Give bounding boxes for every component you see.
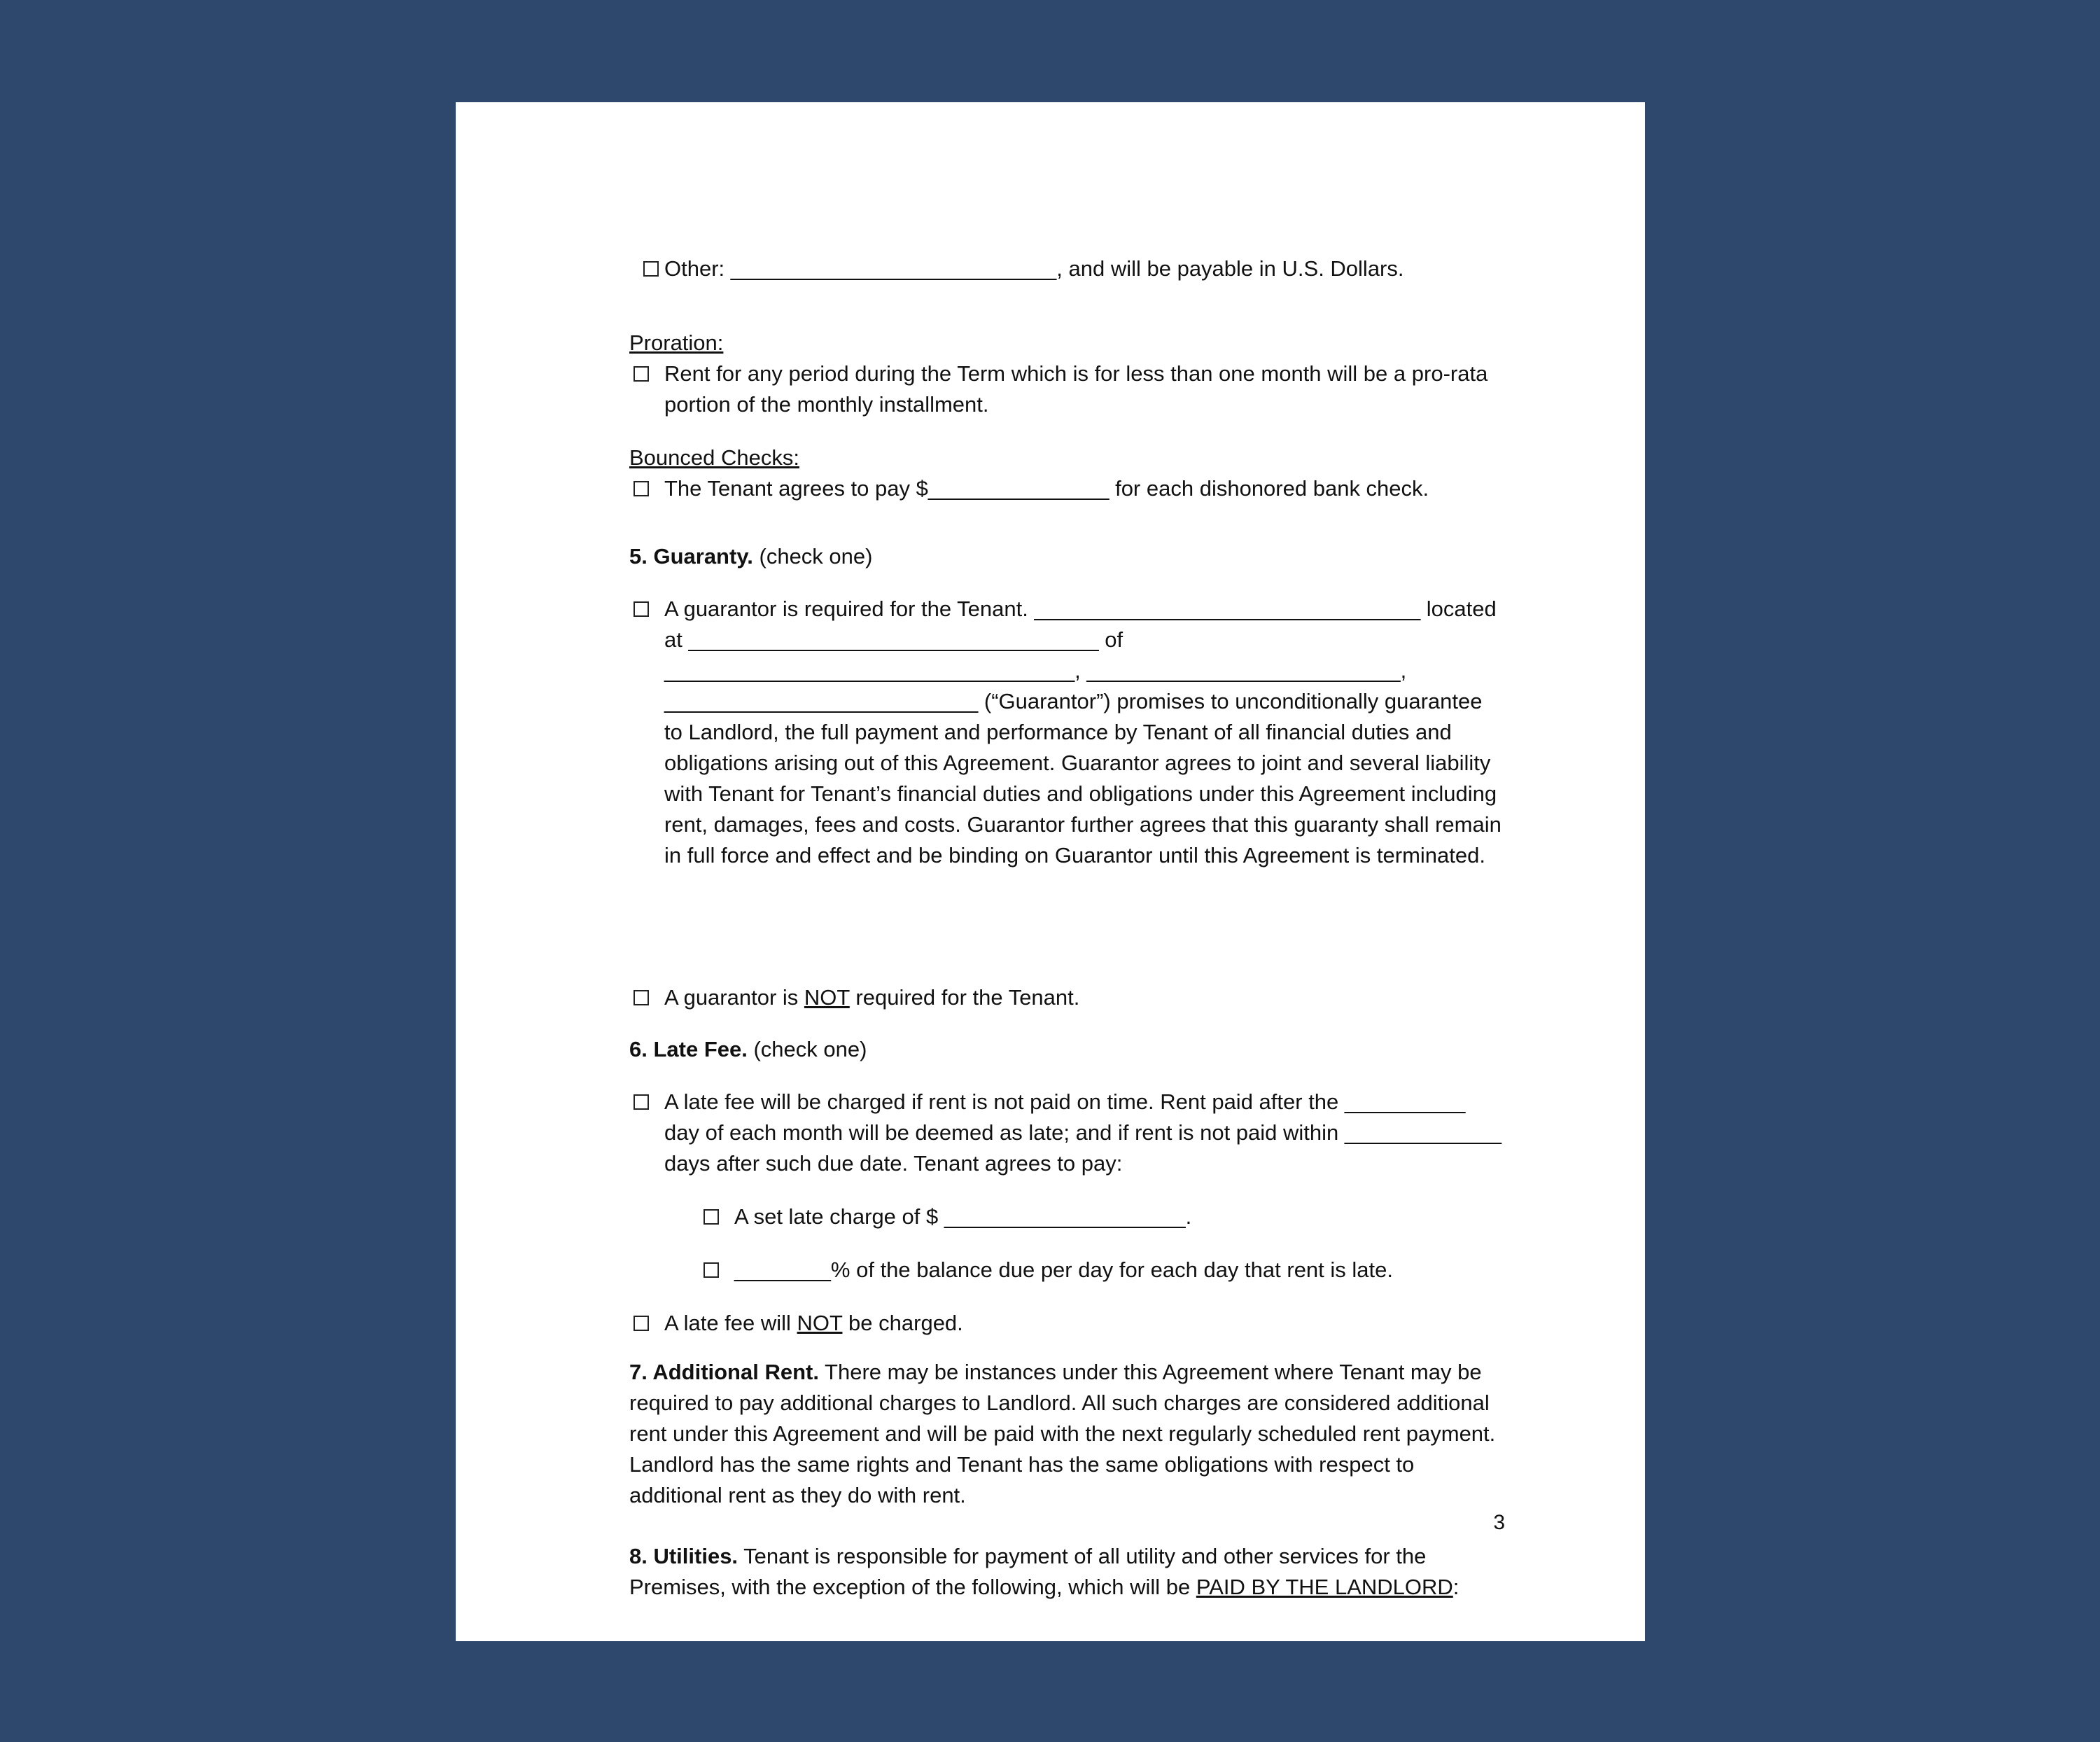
guaranty-required-option	[629, 594, 1504, 871]
not-emphasis: NOT	[797, 1311, 843, 1335]
additional-rent-section	[629, 1357, 1504, 1511]
guaranty-heading	[629, 541, 1504, 572]
page-number: 3	[1493, 1511, 1505, 1534]
utilities-section	[629, 1541, 1504, 1603]
guarantor-not-required-text: A guarantor is NOT required for the Tenant.	[664, 985, 1080, 1010]
guarantor-required-text: A guarantor is required for the Tenant. ________________________________ located at __________________________________ of __________________________________, __________________________, __________________________ (“Guarantor”) promises to unconditionally guarantee to Landlord, the full payment and performance by Tenant of all financial duties and obligations arising out of this Agreement. Guarantor agrees to joint and several liability with Tenant for Tenant’s financial duties and obligations under this Agreement including rent, damages, fees and costs. Guarantor further agrees that this guaranty shall remain in full force and effect and be binding on Guarantor until this Agreement is terminated.	[664, 597, 1502, 867]
late-fee-not-charged-checkbox[interactable]	[634, 1316, 649, 1331]
proration-section	[629, 328, 1504, 420]
late-fee-charged-text: A late fee will be charged if rent is not paid on time. Rent paid after the __________ day of each month will be deemed as late; and if rent is not paid within _____________ days after such due date. Tenant agrees to pay:	[664, 1089, 1502, 1176]
utilities-title: 8. Utilities.	[629, 1544, 738, 1568]
proration-heading: Proration:	[629, 330, 724, 355]
late-fee-charged-checkbox[interactable]	[634, 1094, 649, 1110]
late-fee-set-charge-option	[629, 1201, 1504, 1232]
paid-by-landlord: PAID BY THE LANDLORD	[1196, 1575, 1453, 1599]
percent-text: ________% of the balance due per day for each day that rent is late.	[734, 1257, 1393, 1282]
bounced-checkbox[interactable]	[634, 481, 649, 496]
bounced-text: The Tenant agrees to pay $_______________ for each dishonored bank check.	[664, 476, 1429, 501]
guarantor-not-required-checkbox[interactable]	[634, 990, 649, 1005]
other-text: Other: ___________________________, and will be payable in U.S. Dollars.	[664, 256, 1404, 281]
late-fee-percent-option	[629, 1255, 1504, 1285]
late-fee-charged-option	[629, 1087, 1504, 1179]
proration-text: Rent for any period during the Term which is for less than one month will be a pro-rata portion of the monthly installment.	[664, 361, 1488, 417]
guarantor-required-checkbox[interactable]	[634, 601, 649, 617]
late-fee-not-charged-text: A late fee will NOT be charged.	[664, 1311, 963, 1335]
guaranty-note: (check one)	[759, 544, 873, 569]
other-option	[629, 253, 1504, 284]
other-checkbox[interactable]	[643, 261, 659, 277]
late-fee-not-charged-option	[629, 1308, 1504, 1339]
utilities-paragraph: 8. Utilities. Tenant is responsible for payment of all utility and other services for the Premises, with the exception of the following, which will be PAID BY THE LANDLORD:	[629, 1544, 1460, 1599]
guaranty-title: 5. Guaranty.	[629, 544, 753, 569]
not-emphasis: NOT	[804, 985, 850, 1010]
additional-rent-paragraph: 7. Additional Rent. There may be instances under this Agreement where Tenant may be required to pay additional charges to Landlord. All such charges are considered additional rent under this Agreement and will be paid with the next regularly scheduled rent payment. Landlord has the same rights and Tenant has the same obligations with respect to additional rent as they do with rent.	[629, 1360, 1496, 1507]
set-charge-text: A set late charge of $ ____________________.	[734, 1204, 1192, 1229]
guaranty-not-required-option	[629, 982, 1504, 1013]
proration-checkbox[interactable]	[634, 366, 649, 382]
percent-checkbox[interactable]	[704, 1262, 719, 1278]
late-fee-note: (check one)	[753, 1037, 867, 1061]
set-charge-checkbox[interactable]	[704, 1209, 719, 1225]
additional-rent-title: 7. Additional Rent.	[629, 1360, 819, 1384]
late-fee-heading	[629, 1034, 1504, 1065]
bounced-heading: Bounced Checks:	[629, 445, 799, 470]
late-fee-title: 6. Late Fee.	[629, 1037, 748, 1061]
bounced-checks-section	[629, 443, 1504, 504]
document-page	[456, 102, 1645, 1641]
